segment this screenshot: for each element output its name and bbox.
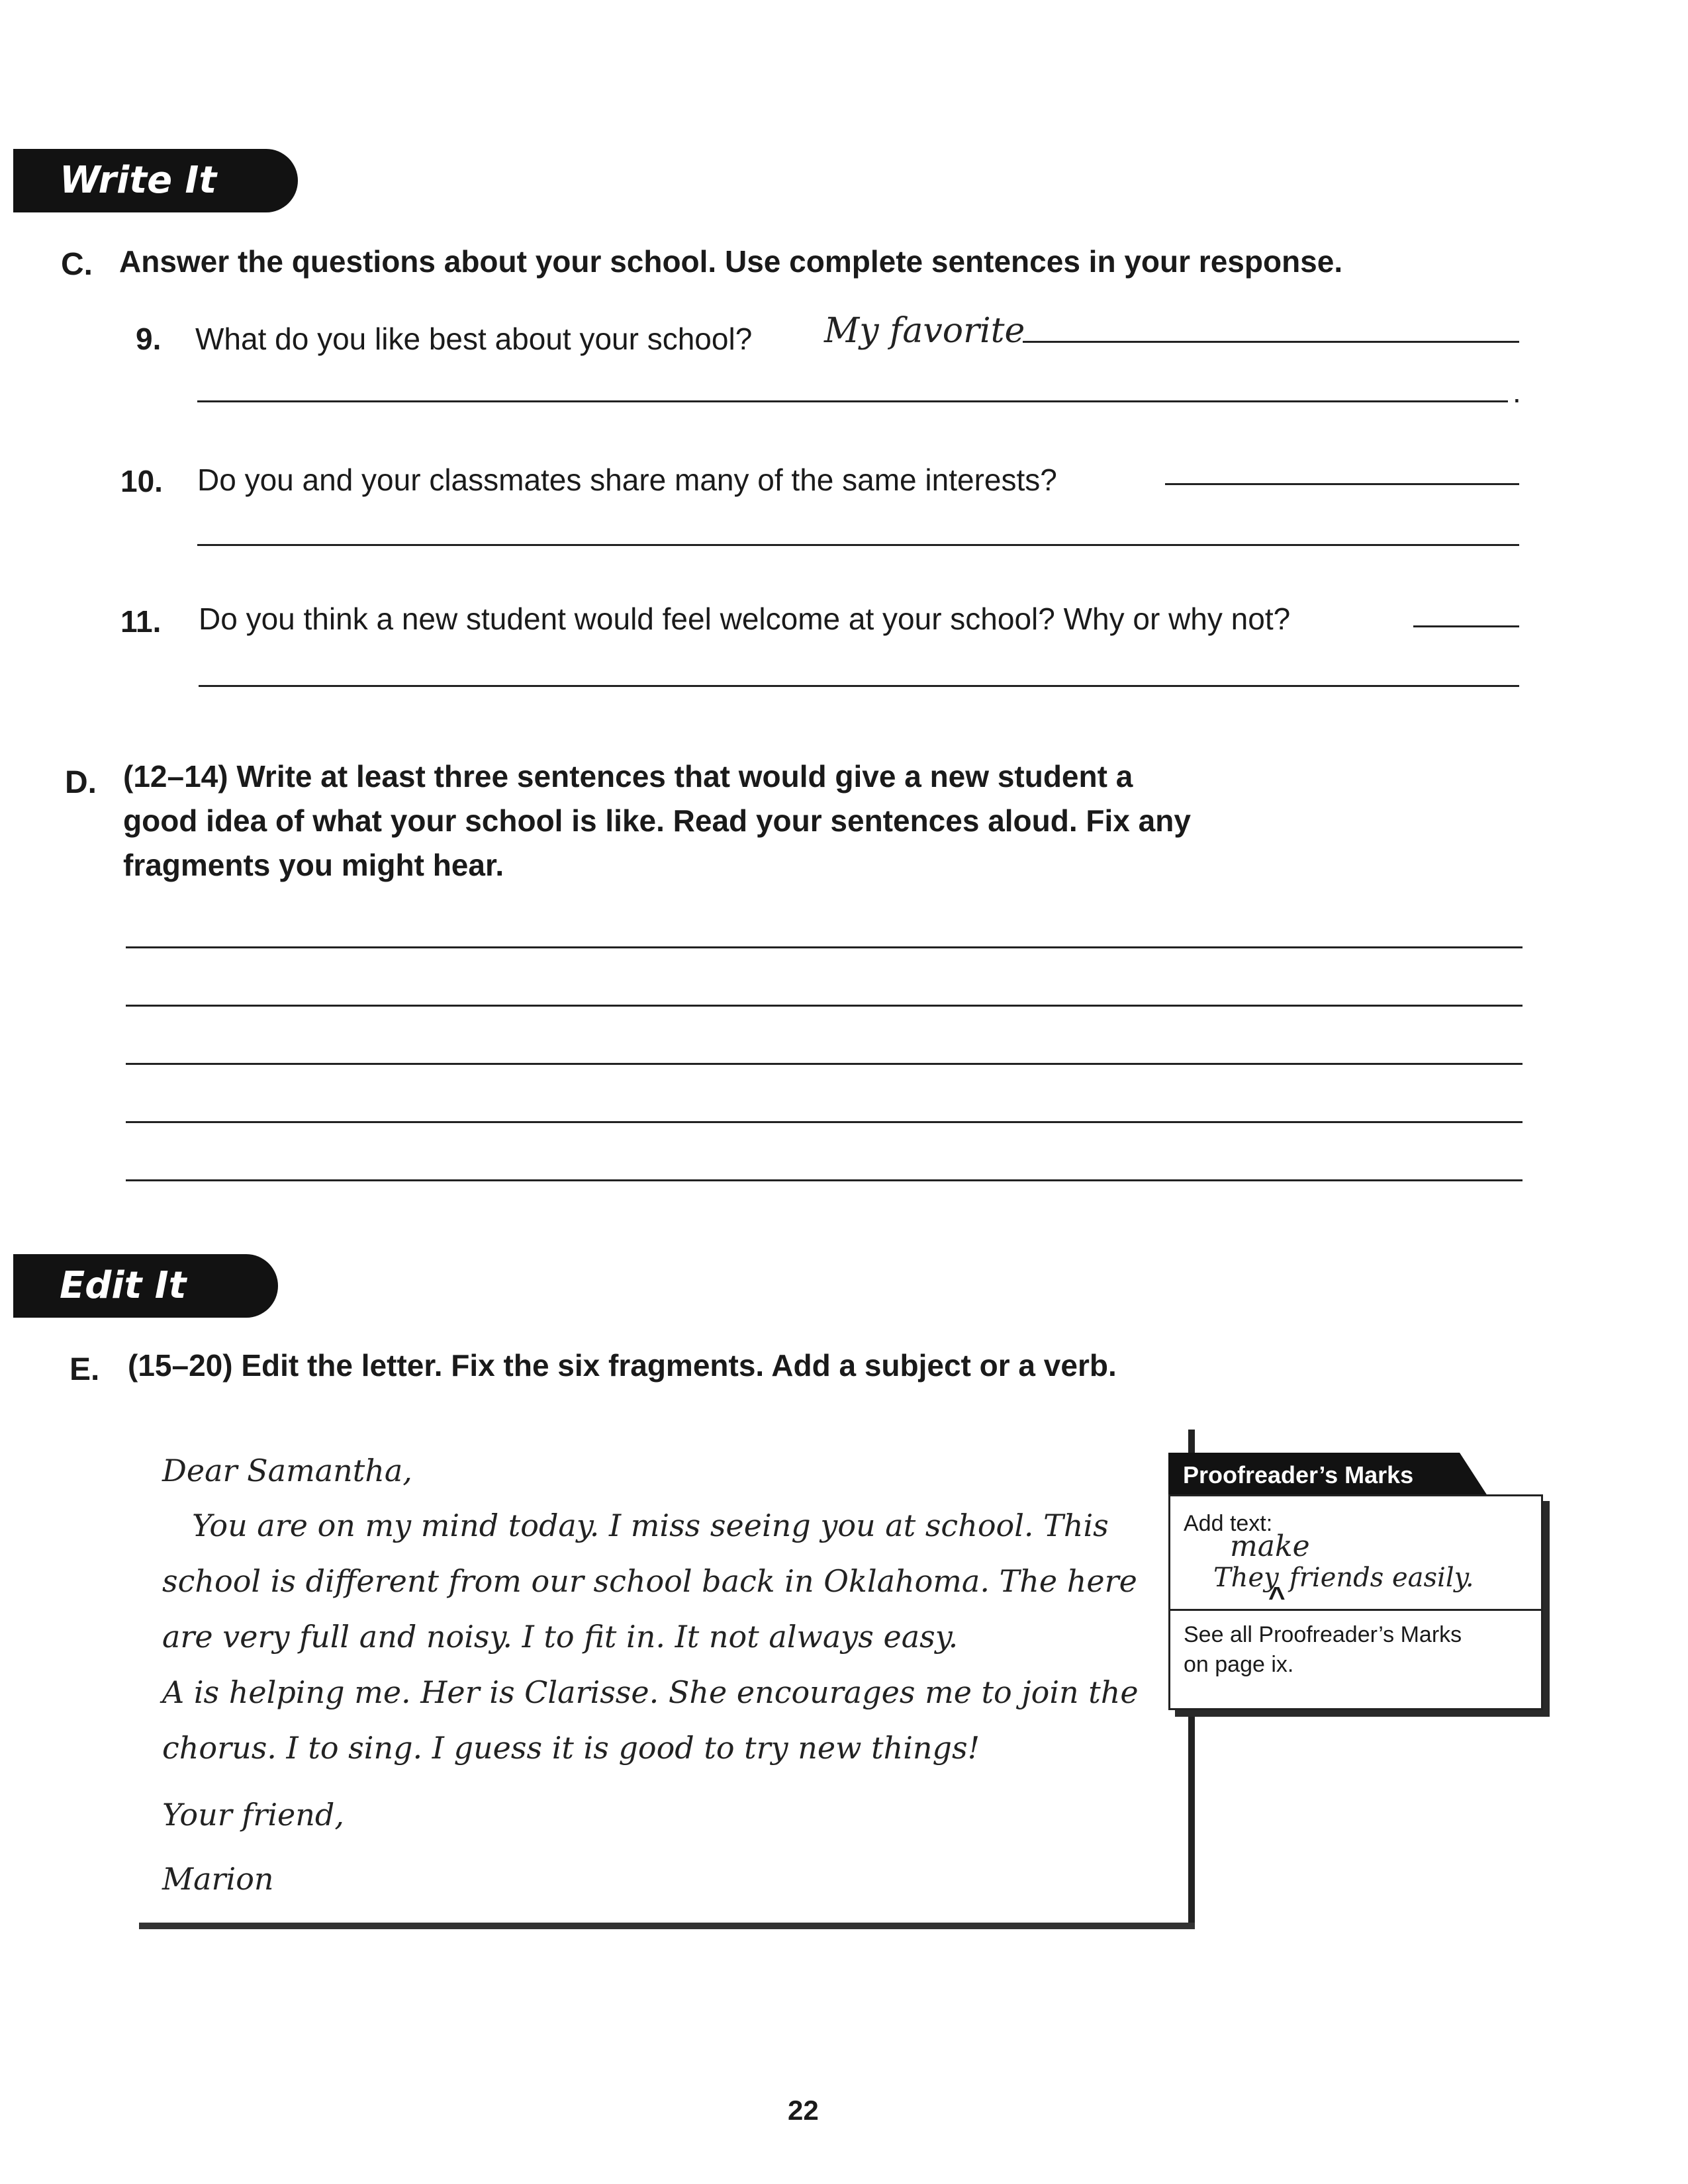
question-11-answer-line-2[interactable] [199, 685, 1519, 687]
letter-signature: Marion [162, 1861, 274, 1897]
question-10-text: Do you and your classmates share many of the same interests? [197, 463, 1057, 497]
question-9-text: What do you like best about your school? [195, 322, 753, 356]
see-all-marks-line-2: on page ix. [1184, 1652, 1294, 1677]
edit-it-banner [13, 1254, 278, 1318]
example-words-after: friends easily. [1289, 1563, 1474, 1593]
question-9-answer-line-1[interactable] [1023, 341, 1519, 343]
letter-line-5: chorus. I to sing. I guess it is good to try new things! [162, 1730, 980, 1766]
section-d-instruction-line-1: (12–14) Write at least three sentences that would give a new student a [123, 759, 1133, 794]
question-10-answer-line-2[interactable] [197, 544, 1519, 546]
letter-line-1: You are on my mind today. I miss seeing you at school. This [192, 1508, 1109, 1543]
letter-greeting: Dear Samantha, [162, 1453, 412, 1488]
write-it-title: Write It [60, 159, 217, 202]
section-d-instruction-line-2: good idea of what your school is like. Read your sentences aloud. Fix any [123, 803, 1191, 838]
write-it-banner [13, 149, 298, 212]
question-11-answer-line-1[interactable] [1413, 625, 1519, 627]
section-d-answer-line[interactable] [126, 1005, 1523, 1007]
section-d-instruction-line-3: fragments you might hear. [123, 848, 504, 882]
question-9-handwritten-answer: My favorite [824, 311, 1025, 351]
section-e-label: E. [70, 1352, 100, 1387]
section-c-instruction: Answer the questions about your school. Use complete sentences in your response. [119, 244, 1343, 279]
letter-line-3: are very full and noisy. I to fit in. It not always easy. [162, 1619, 959, 1655]
caret-insert-mark: ^ [1268, 1581, 1286, 1614]
question-9-end-mark: . [1513, 375, 1521, 409]
question-11-text: Do you think a new student would feel welcome at your school? Why or why not? [199, 602, 1291, 636]
proofreaders-marks-divider [1170, 1609, 1541, 1611]
edit-it-title: Edit It [60, 1264, 187, 1307]
inserted-word: make [1230, 1529, 1310, 1563]
proofreaders-marks-box [1168, 1494, 1543, 1710]
proofreaders-marks-title-text: Proofreader’s Marks [1183, 1461, 1414, 1488]
proofreaders-marks-title [1168, 1453, 1460, 1498]
section-d-answer-line[interactable] [126, 1063, 1523, 1065]
example-word-before: They [1213, 1563, 1279, 1593]
question-9-number: 9. [136, 322, 162, 356]
letter-closing: Your friend, [162, 1797, 344, 1833]
question-11-number: 11. [120, 604, 162, 639]
see-all-marks-line-1: See all Proofreader’s Marks [1184, 1622, 1462, 1647]
letter-line-2: school is different from our school back in Oklahoma. The here [162, 1563, 1137, 1599]
section-d-answer-line[interactable] [126, 946, 1523, 948]
section-d-answer-line[interactable] [126, 1179, 1523, 1181]
section-c-label: C. [61, 247, 93, 282]
section-d-label: D. [65, 765, 97, 800]
section-e-instruction: (15–20) Edit the letter. Fix the six fragments. Add a subject or a verb. [128, 1348, 1117, 1383]
letter-frame-bottom-border [139, 1923, 1195, 1929]
section-d-answer-line[interactable] [126, 1121, 1523, 1123]
question-10-number: 10. [120, 464, 163, 498]
question-10-answer-line-1[interactable] [1165, 483, 1519, 485]
question-9-answer-line-2[interactable] [197, 400, 1508, 402]
add-text-label: Add text: [1184, 1511, 1273, 1536]
page-number: 22 [788, 2095, 819, 2126]
letter-line-4: A is helping me. Her is Clarisse. She encourages me to join the [162, 1674, 1139, 1710]
